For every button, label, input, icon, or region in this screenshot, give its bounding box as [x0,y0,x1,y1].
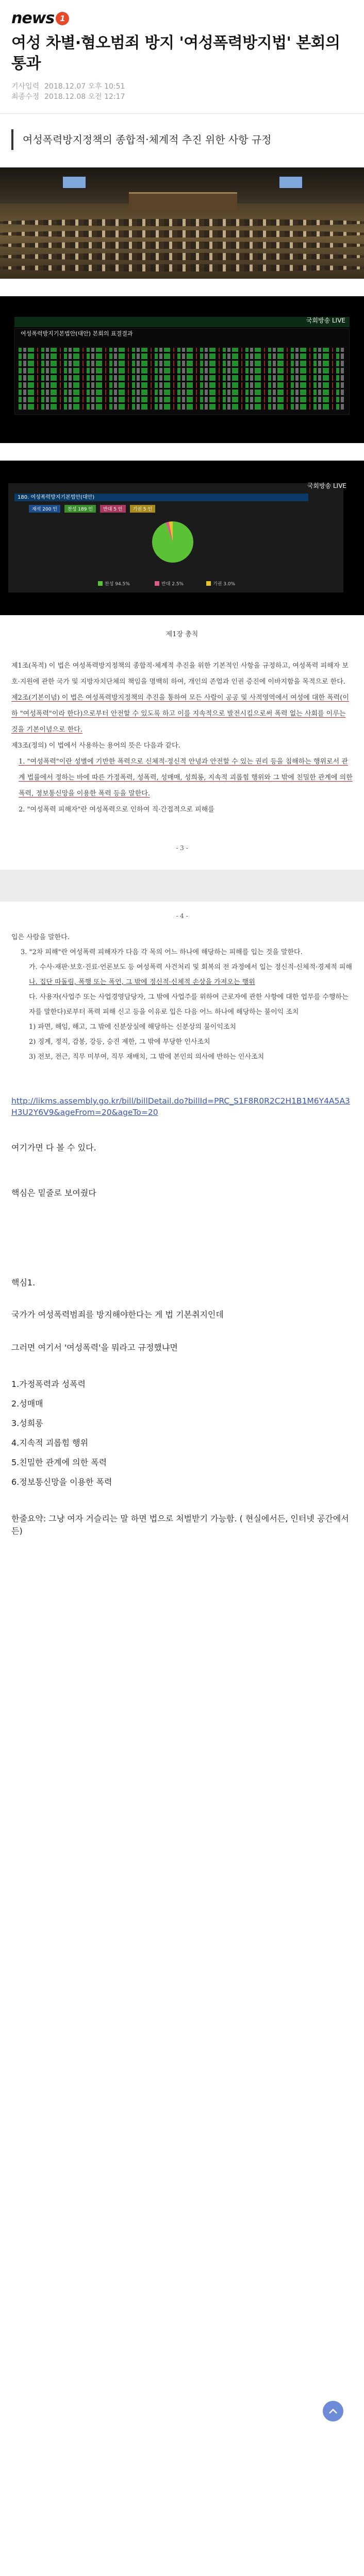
vote-tags [29,505,155,513]
article-2 [11,690,353,738]
hall-screen [62,176,87,189]
bill-detail-link[interactable]: http://likms.assembly.go.kr/bill/billDetail.do?billId=PRC_S1F8R0R2C2H1B1M6Y4A5A3H3U2Y6V9&ageFrom=20&ageTo=20 [11,1096,350,1117]
page-gap [0,870,364,902]
logo-mark: 1 [56,12,69,25]
modified-value: 2018.12.08 오전 12:17 [44,93,125,101]
page-number: - 3 - [176,844,188,852]
assembly-hall-photo [0,167,364,279]
legend-swatch [98,581,103,586]
seat-row [0,230,364,238]
bill-title-bar: 180. 여성폭력방지기본법안(대안) [14,494,308,501]
legend-yes [98,580,130,587]
seat-row [0,264,364,272]
tag-yes: 찬성 189 인 [64,505,96,513]
tag-present: 재석 200 인 [29,505,60,513]
definition-3-da: 다. 사용자(사업주 또는 사업경영담당자, 그 밖에 사업주를 위하여 근로자에 관한 사항에 대한 업무를 수행하는 자를 말한다)로부터 폭력 피해 신고 등을 이유로 입은 다음 어느 하나에 해당하는 불이익 조치 [29,993,349,1016]
list-item: 6.정보통신망을 이용한 폭력 [11,1477,112,1487]
modified-label: 최종수정 [11,93,40,101]
site-header [0,0,364,33]
modified-date [11,92,353,102]
body-line-2: 핵심은 밑줄로 보여줬다 [11,1188,96,1198]
body-line-3: 핵심1. [11,1278,36,1287]
legend-swatch [155,581,159,586]
violence-type-list [0,1375,364,1492]
published-date [11,81,353,92]
legend-label: 찬성 94.5% [105,582,130,587]
hall-screen [278,176,303,189]
body-line-5: 그러면 여기서 '여성폭력'을 뭐라고 규정했냐면 [11,1343,178,1352]
tag-abstain: 기권 5 인 [130,505,156,513]
member-vote-grid [19,348,345,410]
definition-2-cont: 입은 사람을 말한다. [11,934,70,941]
definition-3-da-1: 1) 파면, 해임, 해고, 그 밖에 신분상실에 해당하는 신분상의 불이익조치 [29,1023,236,1031]
list-item: 3.성희롱 [11,1418,43,1428]
scroll-to-top-button[interactable] [323,2401,343,2421]
tag-no: 반대 5 인 [100,505,126,513]
vote-pie-chart [152,521,193,563]
legend-no [155,580,184,587]
article-meta [0,74,364,102]
speaker-dais [129,192,237,213]
page-number: - 4 - [176,912,188,920]
published-value: 2018.12.07 오후 10:51 [44,82,125,91]
definition-3-na [11,975,353,990]
body-line-1: 여기가면 다 볼 수 있다. [11,1143,96,1153]
definition-2: 2. "여성폭력 피해자"란 여성폭력으로 인하여 직·간접적으로 피해를 [19,806,214,814]
board-title: 여성폭력방지기본법안(대안) 본회의 표결결과 [21,330,133,337]
chevron-up-icon [328,2408,338,2414]
legend-label: 반대 2.5% [161,582,184,587]
summary-line: 한줄요약: 그냥 여자 거슬리는 말 하면 법으로 처벌받기 가능함. ( 현실에서든, 인터넷 공간에서든) [11,1514,349,1536]
list-item: 5.친밀한 관계에 의한 폭력 [11,1458,107,1467]
definition-3-da-3: 3) 전보, 전근, 직무 미부여, 직무 재배치, 그 밖에 본인의 의사에 반하는 인사조치 [29,1053,264,1061]
news1-logo[interactable] [11,9,69,27]
underlined-text: 제2조(기본이념) 이 법은 여성폭력방지정책의 추진을 통하여 모든 사람이 공공 및 사적영역에서 여성에 대한 폭력(이하 "여성폭력"이라 한다)으로부터 안전할 수 있도록 하고 이를 지속적으로 발전시킴으로써 폭력 없는 사회를 이루는 것을 기본이념으로 한다. [11,694,349,734]
body-line-4: 국가가 여성폭력범죄를 방지해야한다는 게 법 기본취지인데 [11,1310,224,1319]
list-item: 2.성매매 [11,1399,43,1409]
divider [0,113,364,114]
logo-text: news [11,9,55,27]
broadcaster-logo: 국회방송 LIVE [306,317,345,324]
chapter-heading: 제1장 총칙 [166,631,198,638]
law-page-4 [0,902,364,1064]
legend-swatch [206,581,211,586]
definition-1 [11,754,353,802]
seat-row [0,219,364,226]
underlined-text: 1. "여성폭력"이란 성별에 기반한 폭력으로 신체적·정신적 안녕과 안전할 수 있는 권리 등을 침해하는 행위로서 관계 법률에서 정하는 바에 따른 가정폭력, 성폭력, 성매매, 성희롱, 지속적 괴롭힘 행위와 그 밖에 친밀한 관계에 의한 폭력, 정보통신망을 이용한 폭력 등을 말한다. [19,758,353,798]
definition-3-da-2: 2) 징계, 정직, 감봉, 강등, 승진 제한, 그 밖에 부당한 인사조치 [29,1038,210,1046]
article-3: 제3조(정의) 이 법에서 사용하는 용어의 뜻은 다음과 같다. [11,742,180,750]
article-title: 여성 차별·혐오범죄 방지 '여성폭력방지법' 본회의 통과 [11,34,340,73]
article-1: 제1조(목적) 이 법은 여성폭력방지정책의 종합적·체계적 추진을 위한 기본적인 사항을 규정하고, 여성폭력 피해자 보호·지원에 관한 국가 및 지방자치단체의 책임을 명백히 하여, 개인의 존엄과 인권 증진에 이바지함을 목적으로 한다. [11,662,349,686]
list-item: 1.가정폭력과 성폭력 [11,1379,86,1389]
article-summary: 여성폭력방지정책의 종합적·체계적 추진 위한 사항 규정 [11,129,353,150]
list-item: 4.지속적 괴롭힘 행위 [11,1438,89,1448]
law-page-3 [0,626,364,856]
definition-3-ga: 가. 수사·재판·보호·진료·언론보도 등 여성폭력 사건처리 및 회복의 전 과정에서 입는 정신적·신체적·경제적 피해 [29,963,352,971]
vote-board-photo [0,296,364,443]
seat-row [0,242,364,249]
legend-abstain [206,580,235,587]
board-header [14,317,350,327]
underlined-text: 나. 집단 따돌림, 폭행 또는 폭언, 그 밖에 정신적·신체적 손상을 가져오는 행위 [29,978,255,986]
vote-result-photo [0,461,364,615]
definition-3: 3. "2차 피해"란 여성폭력 피해자가 다음 각 목의 어느 하나에 해당하는 피해를 입는 것을 말한다. [21,948,303,956]
published-label: 기사입력 [11,82,40,91]
broadcaster-logo: 국회방송 LIVE [307,482,346,489]
legend-label: 기권 3.0% [213,582,236,587]
seat-row [0,253,364,260]
